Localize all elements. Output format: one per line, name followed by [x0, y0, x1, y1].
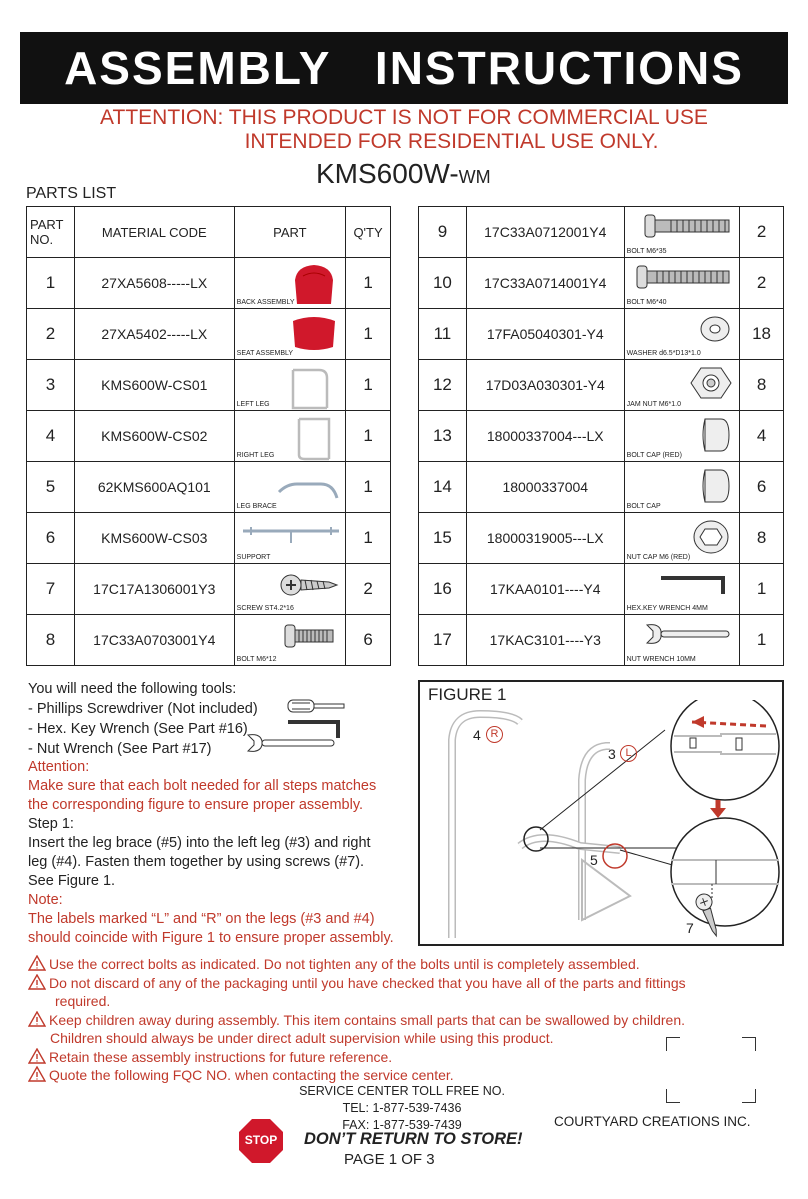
service-tel: TEL: 1-877-539-7436 — [342, 1101, 462, 1115]
leg-brace-icon — [277, 466, 341, 502]
part-no: 16 — [419, 564, 467, 615]
part-cell — [234, 462, 345, 513]
part-label: RIGHT LEG — [236, 452, 275, 459]
part-label: BOLT M6*40 — [626, 299, 667, 306]
material-code: 18000337004---LX — [466, 411, 624, 462]
part-cell — [624, 207, 739, 258]
part-cell — [234, 360, 345, 411]
figure-label-l: L — [620, 745, 637, 762]
attention-block — [28, 758, 376, 815]
left-leg-icon — [289, 364, 339, 410]
part-label: LEG BRACE — [236, 503, 277, 510]
part-qty: 8 — [740, 513, 784, 564]
part-label: BACK ASSEMBLY — [236, 299, 295, 306]
part-qty: 8 — [740, 360, 784, 411]
part-qty: 1 — [740, 615, 784, 666]
table-header-row — [27, 207, 391, 258]
fqc-bracket — [742, 1089, 756, 1103]
table-row — [419, 564, 784, 615]
table-row — [419, 309, 784, 360]
part-label: HEX.KEY WRENCH 4MM — [626, 605, 708, 612]
part-no: 1 — [27, 258, 75, 309]
nut-cap-icon — [691, 517, 733, 557]
step-1-block — [28, 815, 371, 891]
part-qty: 1 — [346, 258, 391, 309]
part-qty: 2 — [740, 207, 784, 258]
part-no: 14 — [419, 462, 467, 513]
part-qty: 1 — [346, 360, 391, 411]
table-row — [419, 513, 784, 564]
warning-item: Use the correct bolts as indicated. Do not tighten any of the bolts until is completely assembled. — [28, 955, 798, 974]
part-label: NUT WRENCH 10MM — [626, 656, 696, 663]
table-row — [419, 411, 784, 462]
part-no: 9 — [419, 207, 467, 258]
figure-label-7: 7 — [686, 920, 694, 936]
tools-list — [28, 679, 258, 759]
table-row — [419, 207, 784, 258]
table-row — [27, 513, 391, 564]
table-row — [419, 258, 784, 309]
material-code: 17C17A1306001Y3 — [74, 564, 234, 615]
part-cell — [624, 309, 739, 360]
figure-label-3: 3 — [608, 746, 616, 762]
model-base: KMS600 — [316, 158, 424, 189]
step-text: See Figure 1. — [28, 873, 116, 889]
warning-icon — [28, 1048, 46, 1064]
figure-1-title: FIGURE 1 — [428, 685, 507, 704]
part-cell — [624, 564, 739, 615]
part-cell — [624, 360, 739, 411]
step-title: Step 1: — [28, 816, 74, 832]
part-no: 3 — [27, 360, 75, 411]
part-cell — [234, 258, 345, 309]
part-cell — [624, 462, 739, 513]
part-label: SCREW ST4.2*16 — [236, 605, 294, 612]
screw-icon — [279, 568, 339, 602]
part-qty: 1 — [346, 309, 391, 360]
figure-label-r: R — [486, 726, 503, 743]
hex-key-icon — [657, 568, 733, 598]
part-label: BOLT M6*35 — [626, 248, 667, 255]
part-cell — [624, 411, 739, 462]
page-title-banner: ASSEMBLY INSTRUCTIONS — [20, 32, 788, 104]
nut-wrench-tool-icon — [246, 731, 338, 755]
part-label: BOLT CAP (RED) — [626, 452, 682, 459]
table-row — [27, 258, 391, 309]
part-no: 11 — [419, 309, 467, 360]
attention-text: Make sure that each bolt needed for all steps matches — [28, 778, 377, 794]
material-code: 17C33A0712001Y4 — [466, 207, 624, 258]
table-row — [27, 411, 391, 462]
note-text: The labels marked “L” and “R” on the legs (#3 and #4) — [28, 911, 375, 927]
part-no: 17 — [419, 615, 467, 666]
fqc-bracket — [666, 1089, 680, 1103]
table-row — [27, 462, 391, 513]
header-material-code: MATERIAL CODE — [74, 207, 234, 258]
stop-sign-text: STOP — [244, 1133, 278, 1147]
material-code: KMS600W-CS01 — [74, 360, 234, 411]
part-label: SEAT ASSEMBLY — [236, 350, 294, 357]
material-code: 17C33A0714001Y4 — [466, 258, 624, 309]
warning-item: Do not discard of any of the packaging until you have checked that you have all of the parts and fittings — [28, 974, 798, 993]
part-cell — [234, 411, 345, 462]
support-icon — [241, 521, 341, 551]
attention-line-2: INTENDED FOR RESIDENTIAL USE ONLY. — [244, 130, 659, 153]
page-number: PAGE 1 OF 3 — [344, 1151, 435, 1168]
part-label: BOLT M6*12 — [236, 656, 277, 663]
warning-item: Keep children away during assembly. This item contains small parts that can be swallowed by children. — [28, 1011, 798, 1030]
company-name: COURTYARD CREATIONS INC. — [554, 1114, 751, 1129]
fqc-bracket — [742, 1037, 756, 1051]
attention-title: Attention: — [28, 759, 90, 775]
part-no: 8 — [27, 615, 75, 666]
warning-icon — [28, 974, 46, 990]
service-fax: FAX: 1-877-539-7439 — [342, 1118, 462, 1132]
parts-table-left — [26, 206, 391, 666]
part-no: 15 — [419, 513, 467, 564]
part-cell — [234, 513, 345, 564]
header-part: PART — [234, 207, 345, 258]
warning-continued: required. — [55, 993, 111, 1009]
note-text: should coincide with Figure 1 to ensure proper assembly. — [28, 930, 394, 946]
part-no: 2 — [27, 309, 75, 360]
model-suffix: W- — [423, 158, 459, 189]
bolt-icon — [633, 262, 733, 292]
material-code: 18000319005---LX — [466, 513, 624, 564]
material-code: 27XA5608-----LX — [74, 258, 234, 309]
part-no: 5 — [27, 462, 75, 513]
part-qty: 6 — [346, 615, 391, 666]
warnings-list — [28, 955, 798, 1085]
seat-assembly-icon — [289, 313, 339, 353]
table-row — [27, 360, 391, 411]
nut-wrench-icon — [643, 619, 733, 649]
step-text: Insert the leg brace (#5) into the left leg (#3) and right — [28, 835, 371, 851]
bolt-cap-icon — [699, 466, 733, 506]
figure-label-5: 5 — [590, 852, 598, 868]
dont-return-notice: DON’T RETURN TO STORE! — [304, 1130, 523, 1148]
part-label: WASHER d6.5*D13*1.0 — [626, 350, 701, 357]
attention-line-1: ATTENTION: THIS PRODUCT IS NOT FOR COMMERCIAL USE — [100, 106, 708, 129]
part-no: 7 — [27, 564, 75, 615]
parts-list-title: PARTS LIST — [26, 185, 117, 202]
attention-text: the corresponding figure to ensure proper assembly. — [28, 797, 364, 813]
tool-item: - Phillips Screwdriver (Not included) — [28, 701, 258, 717]
bolt-icon — [641, 211, 733, 241]
warning-icon — [28, 1066, 46, 1082]
table-row — [419, 360, 784, 411]
part-cell — [234, 564, 345, 615]
material-code: 18000337004 — [466, 462, 624, 513]
material-code: 27XA5402-----LX — [74, 309, 234, 360]
model-small: WM — [458, 167, 491, 187]
right-leg-icon — [289, 415, 339, 461]
part-no: 10 — [419, 258, 467, 309]
part-cell — [624, 513, 739, 564]
jam-nut-icon — [687, 364, 733, 402]
part-qty: 2 — [740, 258, 784, 309]
material-code: 17KAC3101----Y3 — [466, 615, 624, 666]
table-row — [27, 615, 391, 666]
table-row — [419, 462, 784, 513]
part-cell — [234, 615, 345, 666]
figure-label-4: 4 — [473, 727, 481, 743]
note-title: Note: — [28, 892, 63, 908]
part-qty: 1 — [346, 462, 391, 513]
part-qty: 1 — [346, 513, 391, 564]
bolt-cap-icon — [699, 415, 733, 455]
warning-item: Retain these assembly instructions for future reference. — [28, 1048, 798, 1067]
parts-table-right — [418, 206, 784, 666]
bolt-icon — [279, 619, 339, 653]
washer-icon — [697, 313, 733, 345]
warning-item: Quote the following FQC NO. when contacting the service center. — [28, 1066, 798, 1085]
part-label: JAM NUT M6*1.0 — [626, 401, 682, 408]
service-center: SERVICE CENTER TOLL FREE NO. — [299, 1084, 505, 1098]
material-code: 62KMS600AQ101 — [74, 462, 234, 513]
part-qty: 6 — [740, 462, 784, 513]
part-label: BOLT CAP — [626, 503, 661, 510]
part-qty: 4 — [740, 411, 784, 462]
part-cell — [234, 309, 345, 360]
part-no: 12 — [419, 360, 467, 411]
part-label: NUT CAP M6 (RED) — [626, 554, 691, 561]
part-qty: 1 — [346, 411, 391, 462]
warning-icon — [28, 955, 46, 971]
material-code: 17D03A030301-Y4 — [466, 360, 624, 411]
part-no: 13 — [419, 411, 467, 462]
tools-intro: You will need the following tools: — [28, 681, 237, 697]
header-qty: Q'TY — [346, 207, 391, 258]
part-qty: 18 — [740, 309, 784, 360]
part-label: LEFT LEG — [236, 401, 270, 408]
part-no: 4 — [27, 411, 75, 462]
tool-item: - Nut Wrench (See Part #17) — [28, 741, 212, 757]
material-code: 17KAA0101----Y4 — [466, 564, 624, 615]
part-no: 6 — [27, 513, 75, 564]
warning-continued: Children should always be under direct adult supervision while using this product. — [50, 1030, 554, 1046]
part-qty: 2 — [346, 564, 391, 615]
material-code: 17C33A0703001Y4 — [74, 615, 234, 666]
material-code: KMS600W-CS03 — [74, 513, 234, 564]
model-number — [316, 158, 491, 190]
part-label: SUPPORT — [236, 554, 271, 561]
header-part-no: PART NO. — [27, 207, 75, 258]
step-text: leg (#4). Fasten them together by using screws (#7). — [28, 854, 365, 870]
part-cell — [624, 258, 739, 309]
screwdriver-icon — [286, 696, 350, 716]
part-qty: 1 — [740, 564, 784, 615]
note-block — [28, 891, 394, 948]
table-row — [419, 615, 784, 666]
material-code: KMS600W-CS02 — [74, 411, 234, 462]
table-row — [27, 564, 391, 615]
tool-item: - Hex. Key Wrench (See Part #16) — [28, 721, 248, 737]
back-assembly-icon — [289, 262, 339, 306]
fqc-bracket — [666, 1037, 680, 1051]
warning-icon — [28, 1011, 46, 1027]
part-cell — [624, 615, 739, 666]
table-row — [27, 309, 391, 360]
material-code: 17FA05040301-Y4 — [466, 309, 624, 360]
